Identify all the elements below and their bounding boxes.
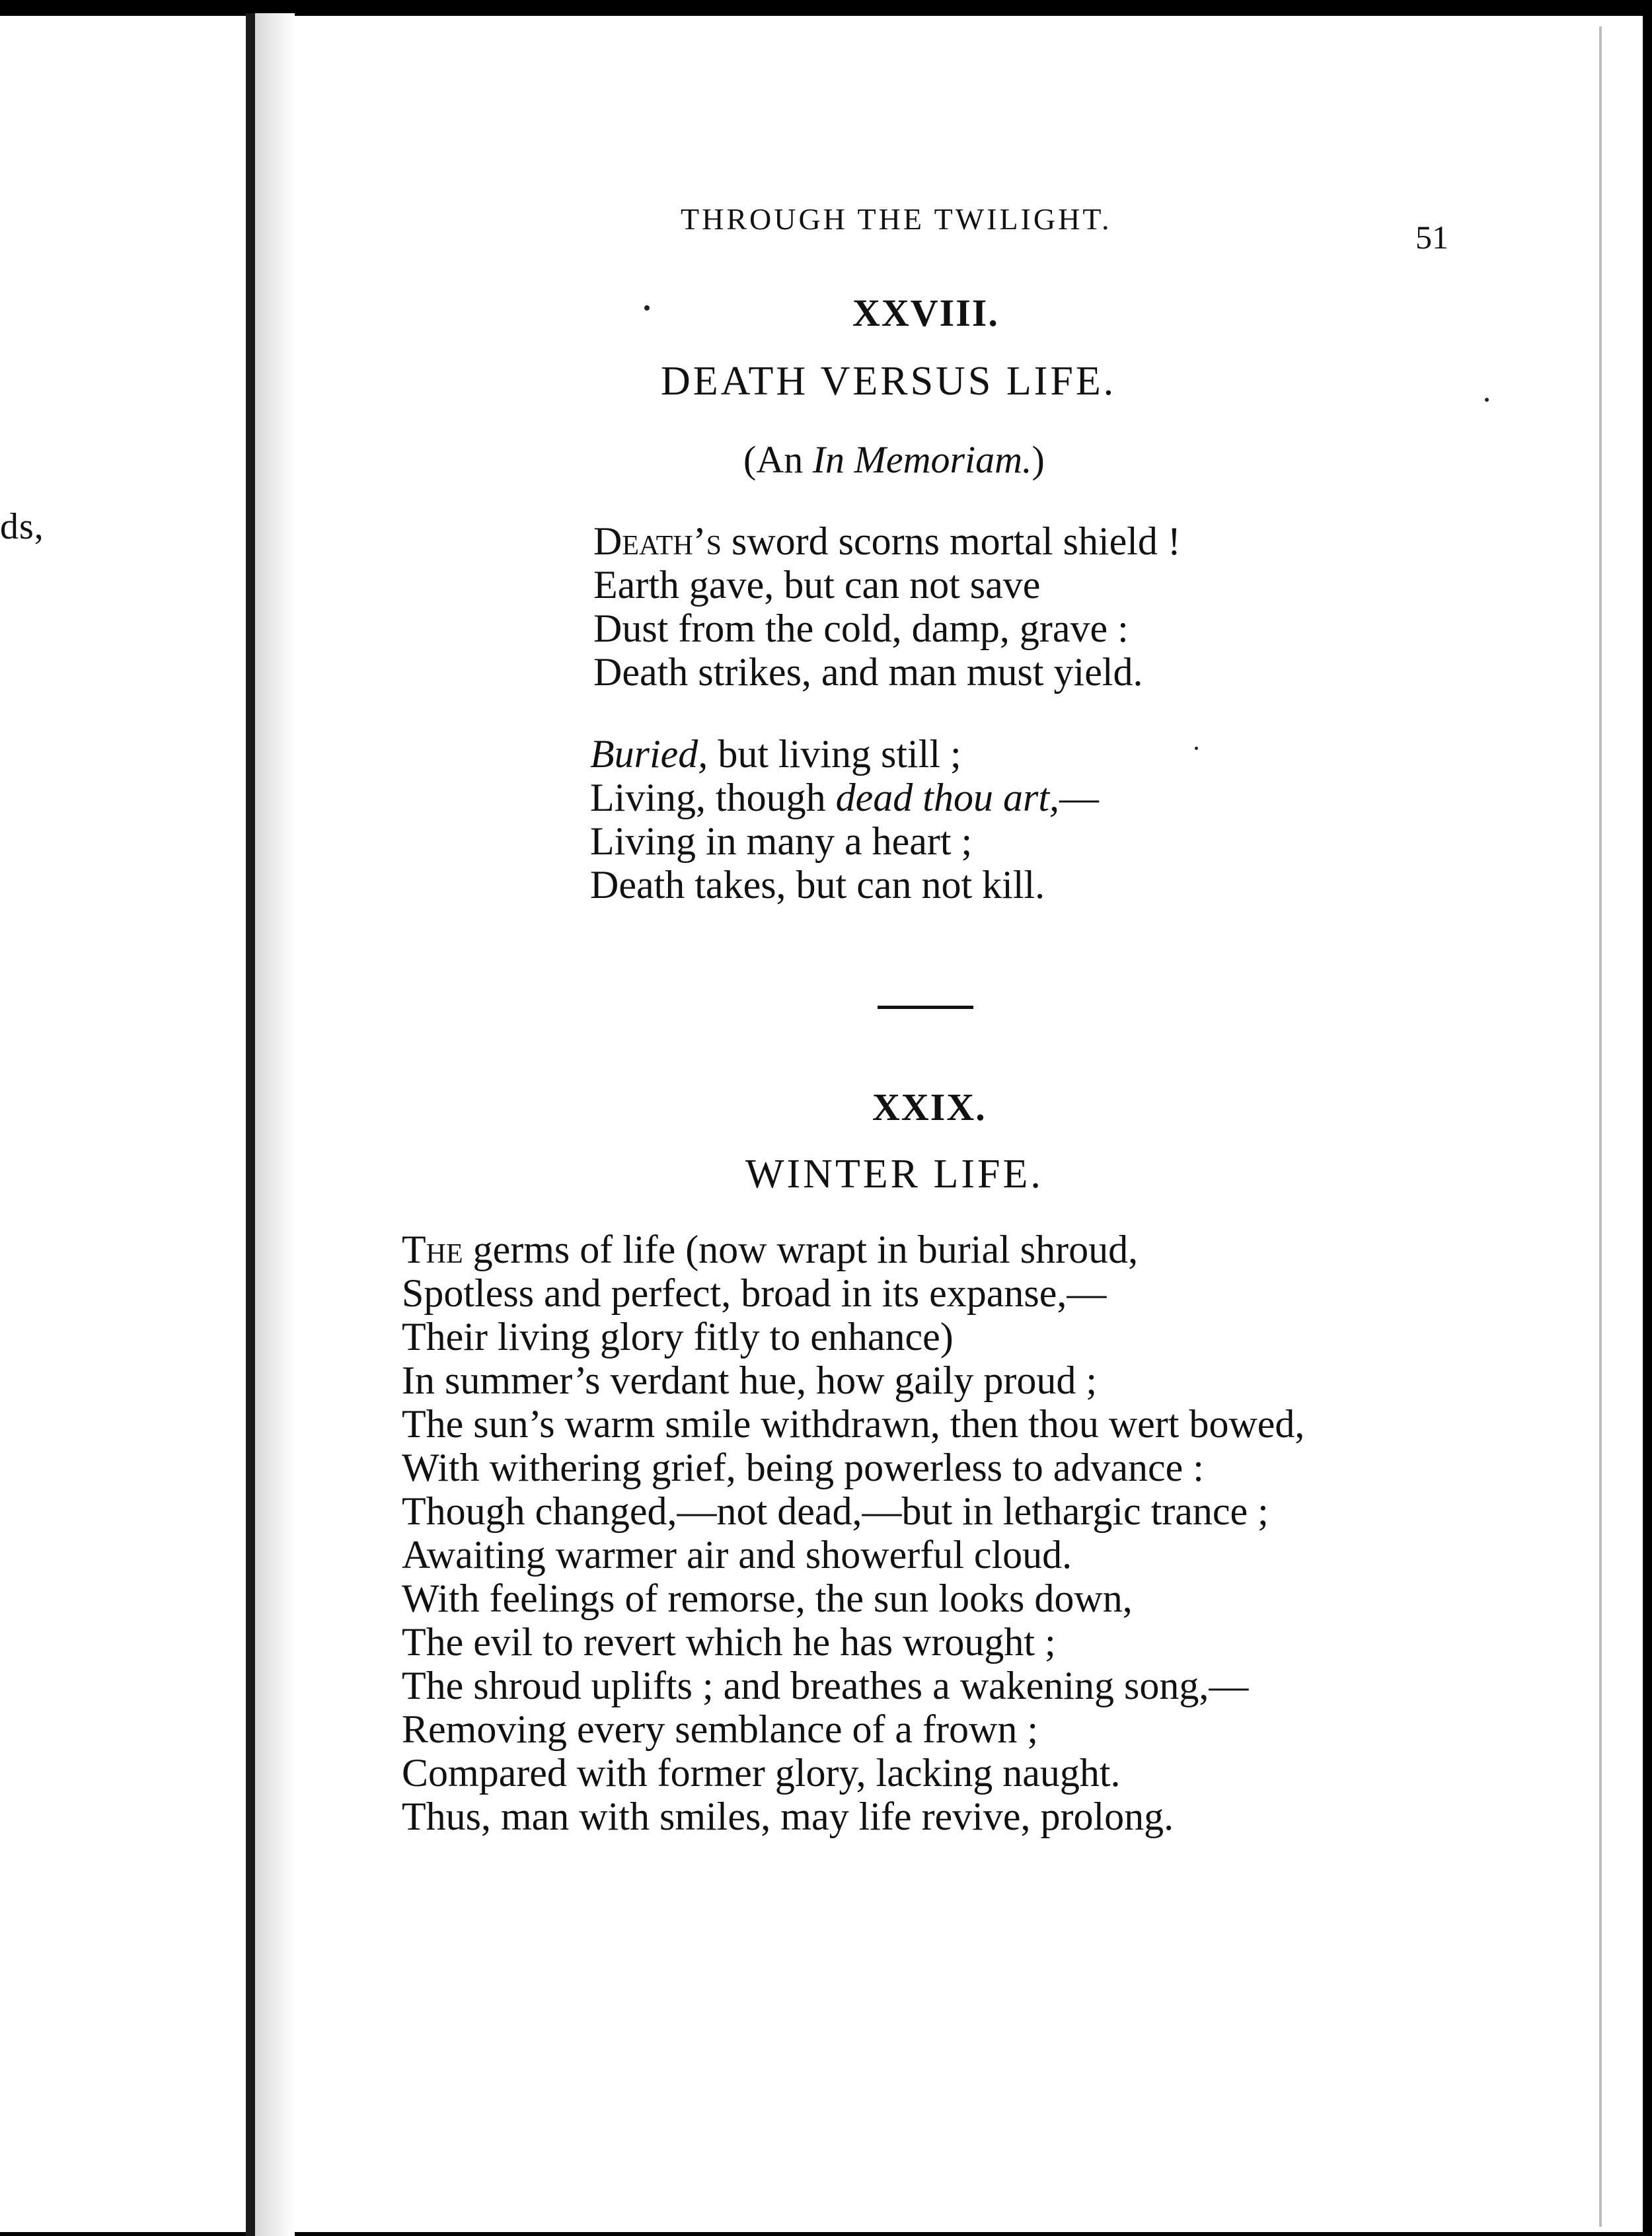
stanza-2-line-2 [590,776,1099,819]
winter-life-line-8: Awaiting warmer air and showerful cloud. [402,1533,1072,1577]
winter-life-line-10: The evil to revert which he has wrought ; [402,1620,1056,1664]
winter-life-line-6: With withering grief, being powerless to advance : [402,1446,1204,1489]
line-end: — [1059,776,1099,819]
subtitle-open: (An [743,438,813,481]
stanza-1-line-4: Death strikes, and man must yield. [593,650,1143,694]
winter-life-line-2: Spotless and perfect, broad in its expanse,— [402,1271,1107,1315]
subtitle-italic: In Memoriam. [812,438,1032,481]
stanza-1-line-2: Earth gave, but can not save [593,563,1041,607]
winter-life-line-3: Their living glory fitly to enhance) [402,1315,954,1359]
italic-phrase: dead thou art, [835,776,1059,819]
winter-life-line-13: Compared with former glory, lacking naught. [402,1751,1121,1795]
stanza-2-line-1 [590,732,1099,776]
left-page-text-fragment: ds, [0,506,44,547]
subtitle-close: ) [1032,438,1045,481]
poem-numeral-xxviii: XXVIII. [852,291,999,334]
stanza-1-line-3: Dust from the cold, damp, grave : [593,607,1129,650]
winter-life-line-4: In summer’s verdant hue, how gaily proud ; [402,1359,1098,1402]
poem-subtitle [743,437,1045,482]
winter-life-line-12: Removing every semblance of a frown ; [402,1707,1039,1751]
winter-life-line-9: With feelings of remorse, the sun looks down, [402,1577,1133,1620]
italic-word: Buried, [590,732,708,776]
speck [1485,398,1489,402]
stanza-2-line-3: Living in many a heart ; [590,819,973,863]
line-rest: sword scorns mortal shield ! [722,519,1181,563]
running-head: THROUGH THE TWILIGHT. [681,202,1112,236]
speck [644,305,650,311]
first-word: Death’s [593,519,722,563]
winter-life-line-7: Though changed,—not dead,—but in lethargic trance ; [402,1489,1269,1533]
stanza-2-line-4: Death takes, but can not kill. [590,863,1045,907]
gutter-shadow [255,13,295,2236]
poem-title-death-versus-life: DEATH VERSUS LIFE. [661,359,1117,404]
stanza-2 [590,732,1099,907]
speck [1195,747,1198,750]
stanza-1 [593,519,1181,694]
line-rest: germs of life (now wrapt in burial shroud, [463,1228,1139,1271]
page-number: 51 [1415,219,1448,256]
scan-border-right [1643,0,1652,2236]
line-rest: but living still ; [708,732,961,776]
winter-life-line-5: The sun’s warm smile withdrawn, then thou wert bowed, [402,1402,1305,1446]
section-divider [878,1006,973,1009]
winter-life-line-14: Thus, man with smiles, may life revive, prolong. [402,1795,1174,1838]
poem-numeral-xxix: XXIX. [872,1086,987,1129]
first-word: The [402,1228,463,1271]
page-edge [1599,26,1602,2227]
poem-title-winter-life: WINTER LIFE. [745,1152,1043,1197]
winter-life-line-1 [402,1228,1304,1271]
line-start: Living, though [590,776,836,819]
winter-life-line-11: The shroud uplifts ; and breathes a wakening song,— [402,1664,1249,1707]
book-gutter [246,13,255,2236]
stanza-1-line-1 [593,519,1181,563]
winter-life-stanza [402,1228,1304,1838]
